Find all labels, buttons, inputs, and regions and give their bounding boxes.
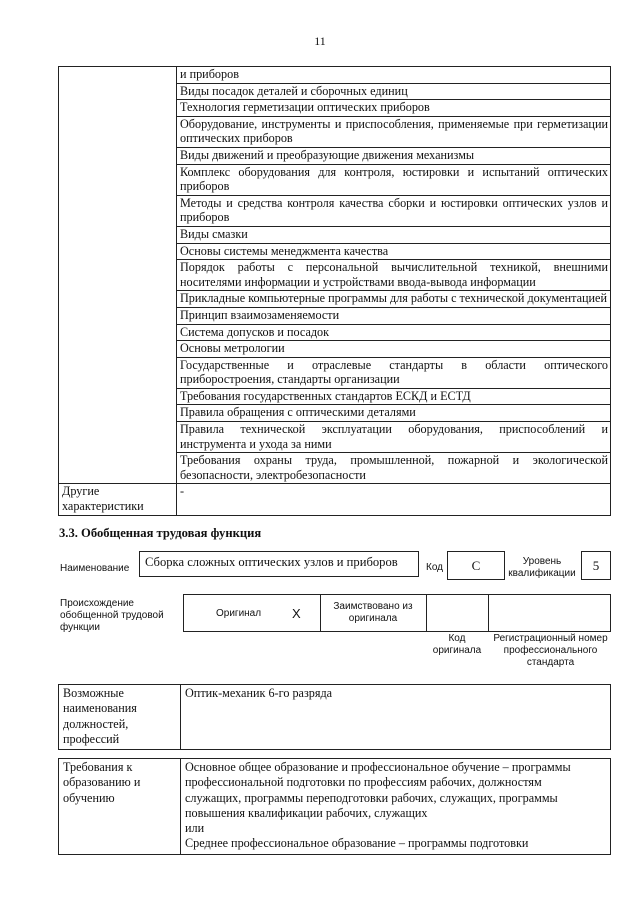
education-value	[181, 759, 611, 855]
knowledge-label-cell	[59, 116, 177, 147]
knowledge-row	[59, 405, 611, 422]
knowledge-item: Система допусков и посадок	[177, 324, 611, 341]
knowledge-label-cell	[59, 67, 177, 84]
knowledge-label-cell	[59, 83, 177, 100]
section-title: 3.3. Обобщенная трудовая функция	[59, 526, 262, 540]
knowledge-label-cell	[59, 453, 177, 484]
knowledge-row	[59, 341, 611, 358]
education-line: повышения квалификации рабочих, служащих	[185, 805, 428, 820]
education-line: профессиональной подготовки по профессиям рабочих, должностям	[185, 775, 542, 790]
knowledge-row	[59, 422, 611, 453]
knowledge-label-cell	[59, 405, 177, 422]
origin-divider-3	[488, 594, 489, 632]
knowledge-label-cell	[59, 388, 177, 405]
education-line: Основное общее образование и профессиональное обучение – программы	[185, 760, 571, 774]
other-characteristics-label: Другие характеристики	[59, 484, 177, 515]
knowledge-label-cell	[59, 422, 177, 453]
knowledge-row	[59, 243, 611, 260]
knowledge-label-cell	[59, 307, 177, 324]
knowledge-row	[59, 226, 611, 243]
knowledge-row	[59, 260, 611, 291]
knowledge-row	[59, 100, 611, 117]
level-value-field: 5	[581, 551, 611, 580]
education-line: служащих, программы переподготовки рабочих, служащих, программы	[185, 790, 558, 805]
knowledge-item: Требования охраны труда, промышленной, пожарной и экологической безопасности, электробезопасности	[177, 453, 611, 484]
knowledge-table	[58, 66, 611, 516]
knowledge-label-cell	[59, 357, 177, 388]
code-value-field: C	[447, 551, 505, 580]
level-label: Уровень квалификации	[508, 556, 576, 579]
knowledge-label-cell	[59, 260, 177, 291]
name-label: Наименование	[60, 563, 130, 574]
knowledge-label-cell	[59, 324, 177, 341]
knowledge-row	[59, 83, 611, 100]
knowledge-row	[59, 67, 611, 84]
knowledge-row	[59, 147, 611, 164]
page-number: 11	[314, 34, 326, 48]
knowledge-item: Требования государственных стандартов ЕСКД и ЕСТД	[177, 388, 611, 405]
other-characteristics-value: -	[177, 484, 611, 515]
knowledge-item: Правила технической эксплуатации оборудования, приспособлений и инструмента и ухода за ними	[177, 422, 611, 453]
knowledge-item: Методы и средства контроля качества сборки и юстировки оптических узлов и приборов	[177, 195, 611, 226]
knowledge-label-cell	[59, 195, 177, 226]
knowledge-item: Правила обращения с оптическими деталями	[177, 405, 611, 422]
knowledge-item: Оборудование, инструменты и приспособления, применяемые при герметизации оптических приборов	[177, 116, 611, 147]
knowledge-row	[59, 357, 611, 388]
knowledge-label-cell	[59, 341, 177, 358]
knowledge-item: Виды посадок деталей и сборочных единиц	[177, 83, 611, 100]
origin-label: Происхождение обобщенной трудовой функции	[60, 598, 164, 633]
knowledge-label-cell	[59, 100, 177, 117]
borrowed-label: Заимствовано из оригинала	[333, 601, 413, 624]
knowledge-item: Государственные и отраслевые стандарты в области оптического приборостроения, стандарты организации	[177, 357, 611, 388]
knowledge-item: Виды движений и преобразующие движения механизмы	[177, 147, 611, 164]
knowledge-item: Основы метрологии	[177, 341, 611, 358]
knowledge-row	[59, 324, 611, 341]
function-name-field: Сборка сложных оптических узлов и приборов	[139, 551, 419, 577]
other-characteristics-row	[59, 484, 611, 515]
knowledge-row	[59, 195, 611, 226]
knowledge-label-cell	[59, 164, 177, 195]
knowledge-row	[59, 307, 611, 324]
education-line: Среднее профессиональное образование – программы подготовки	[185, 836, 529, 851]
education-label: Требования к образованию и обучению	[59, 759, 181, 855]
knowledge-label-cell	[59, 291, 177, 308]
knowledge-item: Прикладные компьютерные программы для работы с технической документацией	[177, 291, 611, 308]
origin-divider-1	[320, 594, 321, 632]
knowledge-item: Технология герметизации оптических приборов	[177, 100, 611, 117]
origin-divider-2	[426, 594, 427, 632]
code-label: Код	[426, 562, 444, 573]
knowledge-row	[59, 291, 611, 308]
knowledge-row	[59, 453, 611, 484]
knowledge-row	[59, 388, 611, 405]
code-original-caption: Код оригинала	[432, 633, 482, 656]
knowledge-item: Основы системы менеджмента качества	[177, 243, 611, 260]
registration-caption: Регистрационный номер профессионального стандарта	[493, 633, 608, 668]
education-table	[58, 758, 611, 855]
original-label: Оригинал	[216, 608, 262, 619]
knowledge-item: и приборов	[177, 67, 611, 84]
original-mark: X	[292, 606, 301, 621]
knowledge-label-cell	[59, 243, 177, 260]
knowledge-item: Виды смазки	[177, 226, 611, 243]
positions-label: Возможные наименования должностей, профессий	[59, 685, 181, 750]
positions-table	[58, 684, 611, 750]
knowledge-item: Порядок работы с персональной вычислительной техникой, внешними носителями информации и устройствами ввода-вывода информации	[177, 260, 611, 291]
knowledge-item: Комплекс оборудования для контроля, юстировки и испытаний оптических приборов	[177, 164, 611, 195]
knowledge-row	[59, 164, 611, 195]
education-line: или	[185, 821, 205, 836]
knowledge-row	[59, 116, 611, 147]
knowledge-label-cell	[59, 226, 177, 243]
knowledge-item: Принцип взаимозаменяемости	[177, 307, 611, 324]
positions-value: Оптик-механик 6-го разряда	[181, 685, 611, 750]
knowledge-label-cell	[59, 147, 177, 164]
